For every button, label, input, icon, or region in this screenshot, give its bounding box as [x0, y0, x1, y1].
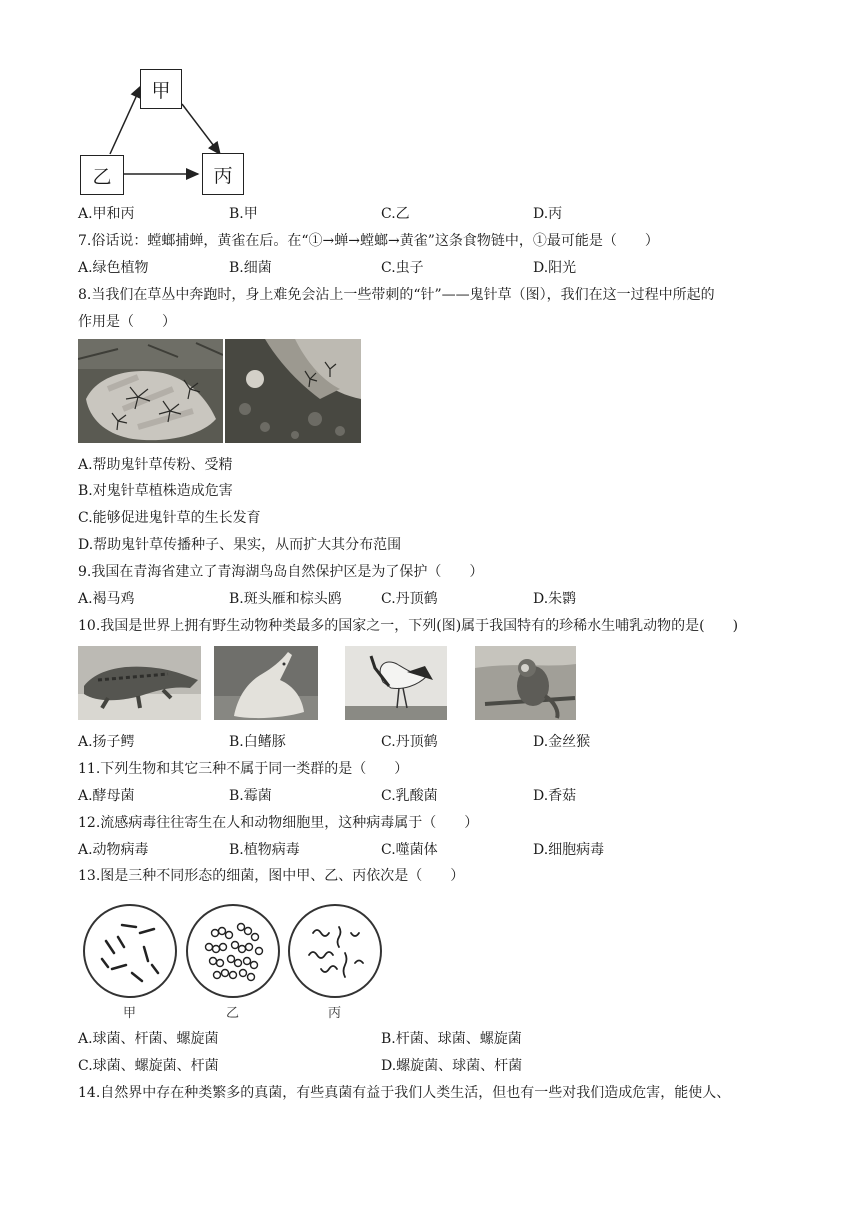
- q9-option-a: A.褐马鸡: [78, 591, 135, 607]
- bacteria-label-yi: 乙: [226, 1006, 240, 1021]
- q9-option-b: B.斑头雁和棕头鸥: [229, 591, 342, 607]
- q8-option-d: D.帮助鬼针草传播种子、果实，从而扩大其分布范围: [78, 537, 402, 553]
- q11-option-d: D.香菇: [533, 788, 577, 804]
- q13-option-d: D.螺旋菌、球菌、杆菌: [381, 1058, 523, 1074]
- q10-option-c: C.丹顶鹤: [381, 734, 438, 750]
- diagram-box-left: 乙: [80, 155, 124, 195]
- q7-option-d: D.阳光: [533, 260, 577, 276]
- q10-option-b: B.白鳍豚: [229, 734, 286, 750]
- q12-stem: 12.流感病毒往往寄生在人和动物细胞里，这种病毒属于（ ）: [78, 815, 479, 831]
- q8-option-b: B.对鬼针草植株造成危害: [78, 483, 233, 499]
- q11-option-a: A.酵母菌: [78, 788, 135, 804]
- bacteria-label-bing: 丙: [328, 1006, 342, 1021]
- q14-stem: 14.自然界中存在种类繁多的真菌，有些真菌有益于我们人类生活，但也有一些对我们造成危害，能使人、: [78, 1085, 731, 1101]
- q12-option-b: B.植物病毒: [229, 842, 300, 858]
- q6-option-b: B.甲: [229, 206, 258, 222]
- diagram-box-top: 甲: [140, 69, 182, 109]
- q10-photo-baiji-dolphin: [214, 646, 318, 720]
- q11-stem: 11.下列生物和其它三种不属于同一类群的是（ ）: [78, 761, 409, 777]
- q10-option-a: A.扬子鳄: [78, 734, 135, 750]
- q8-photo-hand-with-burs: [78, 339, 223, 443]
- q9-option-d: D.朱鹮: [533, 591, 577, 607]
- q13-option-b: B.杆菌、球菌、螺旋菌: [381, 1031, 522, 1047]
- bacteria-circle-spirilla: [287, 903, 383, 999]
- q11-option-b: B.霉菌: [229, 788, 272, 804]
- q13-stem: 13.图是三种不同形态的细菌，图中甲、乙、丙依次是（ ）: [78, 868, 465, 884]
- q7-option-b: B.细菌: [229, 260, 272, 276]
- q6-option-d: D.丙: [533, 206, 563, 222]
- diagram-box-right: 丙: [202, 153, 244, 195]
- q12-option-a: A.动物病毒: [78, 842, 149, 858]
- q13-option-a: A.球菌、杆菌、螺旋菌: [78, 1031, 219, 1047]
- q6-option-a: A.甲和丙: [78, 206, 135, 222]
- q7-option-a: A.绿色植物: [78, 260, 149, 276]
- q8-option-a: A.帮助鬼针草传粉、受精: [78, 457, 233, 473]
- q10-photo-alligator: [78, 646, 201, 720]
- q10-photo-red-crowned-crane: [345, 646, 447, 720]
- q8-stem-line1: 8.当我们在草丛中奔跑时，身上难免会沾上一些带刺的“针”——鬼针草（图），我们在这一过程中所起的: [78, 287, 715, 303]
- q7-option-c: C.虫子: [381, 260, 424, 276]
- q10-photo-golden-monkey: [475, 646, 576, 720]
- q12-option-d: D.细胞病毒: [533, 842, 605, 858]
- bacteria-label-jia: 甲: [123, 1006, 137, 1021]
- q9-stem: 9.我国在青海省建立了青海湖鸟岛自然保护区是为了保护（ ）: [78, 564, 484, 580]
- bacteria-circle-cocci: [185, 903, 281, 999]
- q8-stem-line2: 作用是（ ）: [78, 314, 176, 330]
- q12-option-c: C.噬菌体: [381, 842, 438, 858]
- q13-option-c: C.球菌、螺旋菌、杆菌: [78, 1058, 219, 1074]
- q11-option-c: C.乳酸菌: [381, 788, 438, 804]
- q10-stem: 10.我国是世界上拥有野生动物种类最多的国家之一，下列(图)属于我国特有的珍稀水生哺乳动物的是( ): [78, 618, 739, 634]
- q10-option-d: D.金丝猴: [533, 734, 591, 750]
- bacteria-circle-rods: [82, 903, 178, 999]
- q9-option-c: C.丹顶鹤: [381, 591, 438, 607]
- arrow-jia-to-bing: [182, 104, 220, 154]
- q8-option-c: C.能够促进鬼针草的生长发育: [78, 510, 261, 526]
- q7-stem: 7.俗话说：螳螂捕蝉，黄雀在后。在“①→蝉→螳螂→黄雀”这条食物链中，①最可能是（ ）: [78, 233, 659, 249]
- q6-option-c: C.乙: [381, 206, 410, 222]
- q8-photo-burs-on-clothes: [225, 339, 361, 443]
- arrow-yi-to-jia: [110, 86, 141, 154]
